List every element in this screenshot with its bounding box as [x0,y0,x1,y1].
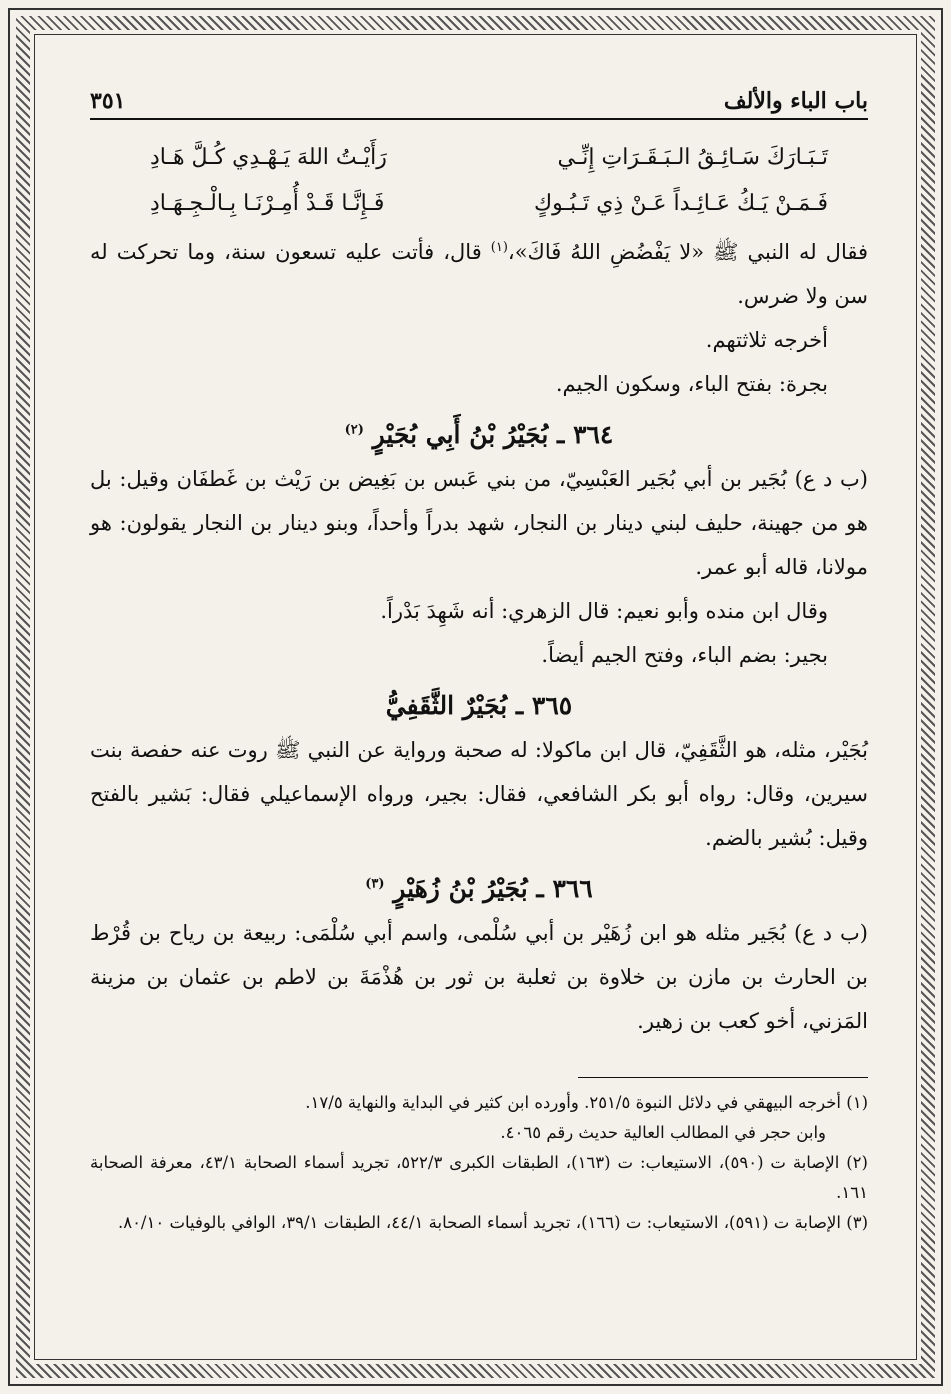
entry-heading: ٣٦٦ ـ بُجَيْرُ بْنُ زُهَيْرٍ $^{(٣)}$ [365,874,593,903]
paragraph: فقال له النبي ﷺ «لا يَفْضُضِ اللهُ فَاكَ»،$^{(١)}$ قال، فأتت عليه تسعون سنة، وما تحركت له سن ولا ضرس. [90,240,869,308]
page-number: ٣٥١ [90,88,126,114]
footnote-ref[interactable]: (٣) [365,876,385,892]
entry-heading: ٣٦٤ ـ بُجَيْرُ بْنُ أَبِي بُجَيْرٍ $^{(٢)}$ [344,420,614,449]
paragraph: (ب د ع) بُجَير بن أبي بُجَير العَبْسِيّ، من بني عَبس بن بَغِيض بن رَيْث بن غَطفَان وقيل: بل هو من جهينة، حليف لبني دينار بن النجار، شهد بدراً وأحداً، وبنو دينار بن النجار يقولون: هو مولانا، قاله أبو عمر. [90,467,868,579]
book-page [90,70,868,1340]
hemistich-second: فَـإِنَّـا قَـدْ أُمِـرْنَـا بِـالْـجِـهَـادِ [150,190,385,216]
chapter-title: باب الباء والألف [723,88,868,114]
hemistich-first: فَـمَـنْ يَـكُ عَـائِـداً عَـنْ ذِي تَـبُـوكٍ [534,190,828,216]
hemistich-first: تَـبَـارَكَ سَـائِـقُ الـبَـقَـرَاتِ إِنِّـي [557,144,828,170]
paragraph: بجير: بضم الباء، وفتح الجيم أيضاً. [541,643,828,667]
paragraph: أخرجه ثلاثتهم. [705,328,828,352]
paragraph: بُجَيْر، مثله، هو الثَّقَفِيّ، قال ابن ماكولا: له صحبة ورواية عن النبي ﷺ روت عنه حفصة بنت سيرين، وقال: رواه أبو بكر الشافعي، فقال: بجير، ورواه الإسماعيلي فقال: بَشير بالفتح وقيل: بُشير بالضم. [90,738,868,850]
footnote: (٢) الإصابة ت (٥٩٠)، الاستيعاب: ت (١٦٣)، الطبقات الكبرى ٥٢٢/٣، تجريد أسماء الصحابة ٤٣/١، معرفة الصحابة ١٦١. [90,1153,868,1202]
entry-heading: ٣٦٥ ـ بُجَيْرٌ الثَّقَفِيُّ [385,691,573,720]
paragraph: (ب د ع) بُجَير مثله هو ابن زُهَيْر بن أبي سُلْمى، واسم أبي سُلْمَى: ربيعة بن رياح بن قُرْط بن الحارث بن مازن بن خلاوة بن ثعلبة بن ثور بن هُذْمَةَ بن لاطم بن عثمان بن مزينة المَزني، أخو كعب بن زهير. [90,921,868,1033]
poem-line [90,134,868,180]
footnote-ref[interactable]: (١) [490,240,508,255]
footnote: (١) أخرجه البيهقي في دلائل النبوة ٢٥١/٥. وأورده ابن كثير في البداية والنهاية ١٧/٥. [305,1093,868,1112]
running-header [90,70,868,120]
footnote: وابن حجر في المطالب العالية حديث رقم ٤٠٦٥. [500,1123,826,1142]
hemistich-second: رَأَيْـتُ اللهَ يَـهْـدِي كُـلَّ هَـادِ [150,144,387,170]
footnote-divider [578,1077,868,1078]
poem [90,134,868,226]
poem-line [90,180,868,226]
paragraph: بجرة: بفتح الباء، وسكون الجيم. [555,372,828,396]
footnote-ref[interactable]: (٢) [344,422,364,438]
paragraph: وقال ابن منده وأبو نعيم: قال الزهري: أنه شَهِدَ بَدْراً. [380,599,828,623]
footnote: (٣) الإصابة ت (٥٩١)، الاستيعاب: ت (١٦٦)، تجريد أسماء الصحابة ٤٤/١، الطبقات ٣٩/١، الوافي بالوفيات ٨٠/١٠. [117,1213,868,1232]
